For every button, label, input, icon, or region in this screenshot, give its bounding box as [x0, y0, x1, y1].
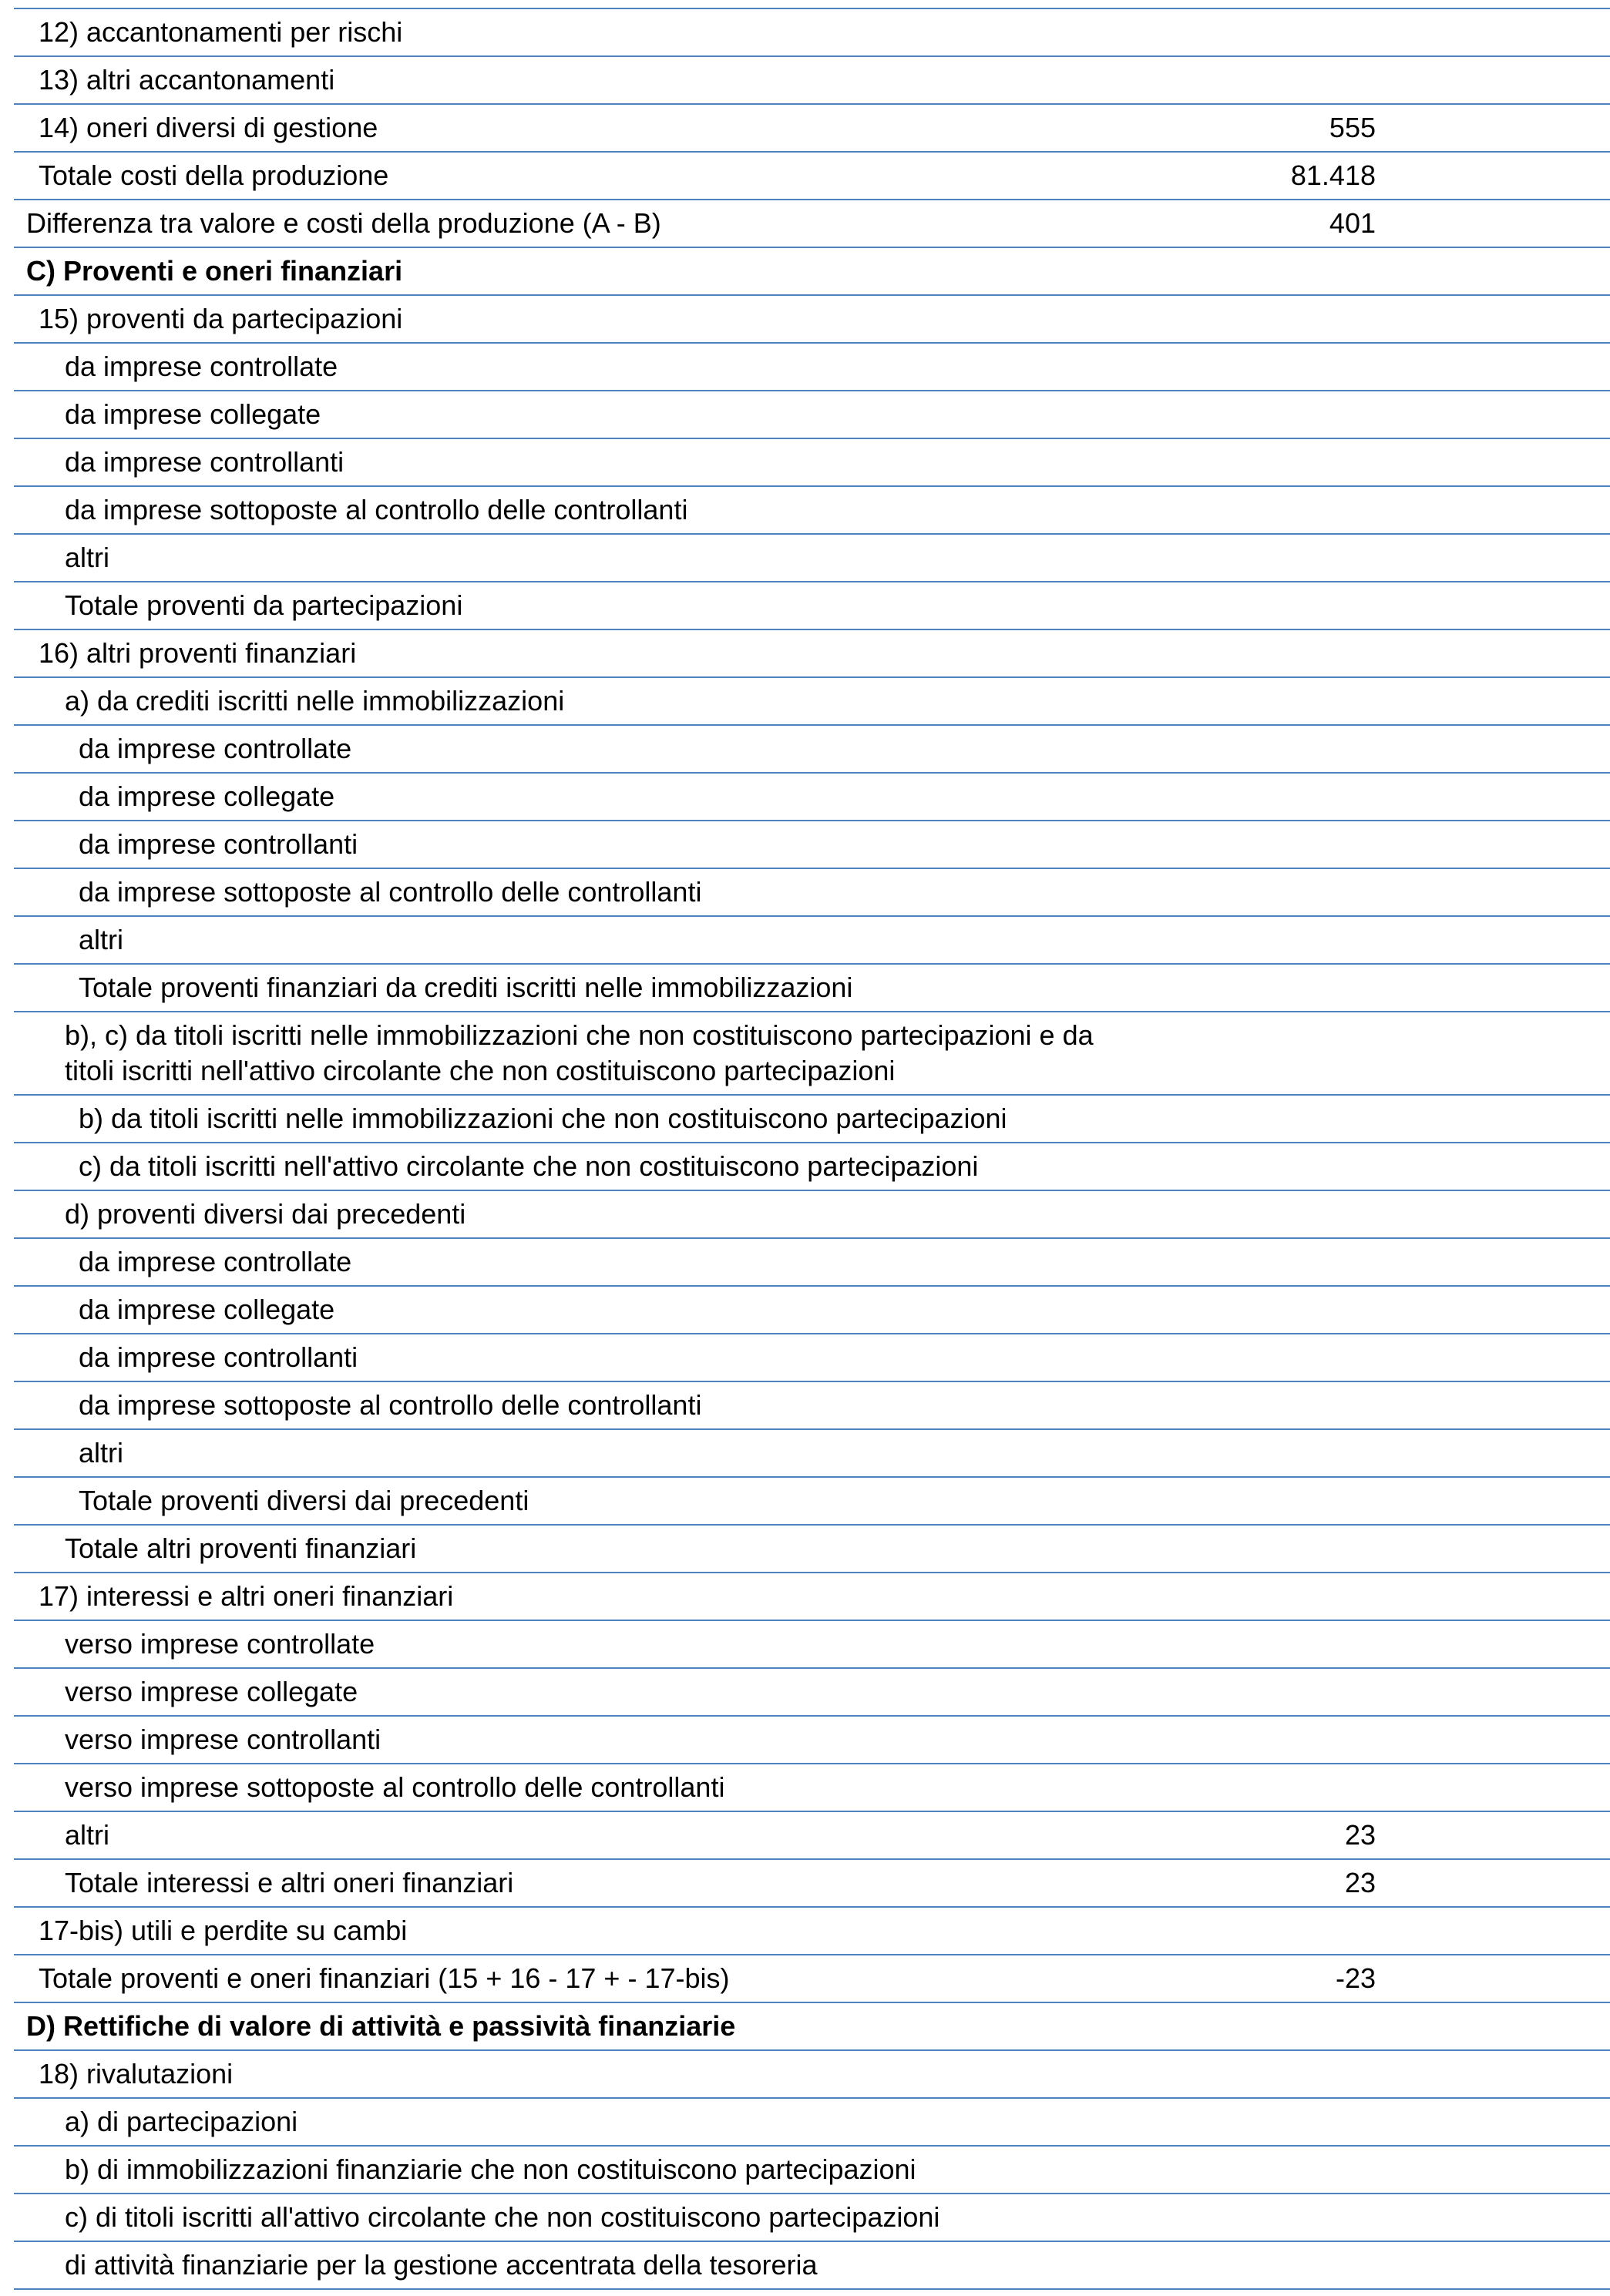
row-value: [1118, 725, 1376, 773]
row-label: b) da titoli iscritti nelle immobilizzazioni che non costituiscono partecipazioni: [14, 1095, 1118, 1143]
row-value: [1118, 247, 1376, 295]
row-spacer: [1376, 2241, 1610, 2289]
table-row: [14, 1095, 1610, 1143]
row-label: verso imprese controllate: [14, 1620, 1118, 1668]
row-value: [1118, 2194, 1376, 2241]
table-row: [14, 8, 1610, 56]
row-value: 23: [1118, 1811, 1376, 1859]
row-value: 81.418: [1118, 152, 1376, 200]
table-row: [14, 1286, 1610, 1334]
row-spacer: [1376, 2002, 1610, 2050]
row-spacer: [1376, 1477, 1610, 1525]
row-label: Differenza tra valore e costi della produzione (A - B): [14, 200, 1118, 247]
row-spacer: [1376, 2098, 1610, 2146]
table-row: [14, 964, 1610, 1012]
row-label: 17) interessi e altri oneri finanziari: [14, 1573, 1118, 1620]
table-row: [14, 821, 1610, 868]
row-value: [1118, 1525, 1376, 1573]
table-row: [14, 1764, 1610, 1811]
row-label: C) Proventi e oneri finanziari: [14, 247, 1118, 295]
row-value: [1118, 8, 1376, 56]
row-label: a) da crediti iscritti nelle immobilizzazioni: [14, 677, 1118, 725]
row-label: 18) rivalutazioni: [14, 2050, 1118, 2098]
row-spacer: [1376, 200, 1610, 247]
row-label: da imprese collegate: [14, 1286, 1118, 1334]
table-row: [14, 582, 1610, 629]
row-spacer: [1376, 1143, 1610, 1190]
row-value: [1118, 2241, 1376, 2289]
table-row: [14, 1716, 1610, 1764]
table-row: [14, 1907, 1610, 1955]
row-label: b), c) da titoli iscritti nelle immobilizzazioni che non costituiscono partecipazioni e da titoli iscritti nell'attivo circolante che non costituiscono partecipazioni: [14, 1012, 1118, 1095]
row-spacer: [1376, 1620, 1610, 1668]
row-spacer: [1376, 2050, 1610, 2098]
table-row: [14, 629, 1610, 677]
table-row: [14, 1668, 1610, 1716]
table-row: [14, 343, 1610, 391]
row-value: [1118, 677, 1376, 725]
row-value: [1118, 1620, 1376, 1668]
row-spacer: [1376, 1095, 1610, 1143]
row-value: [1118, 1716, 1376, 1764]
row-value: [1118, 486, 1376, 534]
row-label: Totale proventi finanziari da crediti iscritti nelle immobilizzazioni: [14, 964, 1118, 1012]
row-label: a) di partecipazioni: [14, 2098, 1118, 2146]
row-label: altri: [14, 1811, 1118, 1859]
table-row: [14, 1525, 1610, 1573]
table-row: [14, 1190, 1610, 1238]
table-row: [14, 295, 1610, 343]
row-label: 14) oneri diversi di gestione: [14, 104, 1118, 152]
row-value: [1118, 2002, 1376, 2050]
table-row: [14, 2098, 1610, 2146]
row-value: -23: [1118, 1955, 1376, 2002]
table-row: [14, 1477, 1610, 1525]
table-row: [14, 916, 1610, 964]
table-row: [14, 1620, 1610, 1668]
row-spacer: [1376, 1668, 1610, 1716]
row-label: c) di titoli iscritti all'attivo circolante che non costituiscono partecipazioni: [14, 2194, 1118, 2241]
row-label: da imprese controllate: [14, 725, 1118, 773]
table-row: [14, 247, 1610, 295]
row-value: [1118, 2050, 1376, 2098]
row-label: Totale proventi da partecipazioni: [14, 582, 1118, 629]
row-label: verso imprese sottoposte al controllo delle controllanti: [14, 1764, 1118, 1811]
row-spacer: [1376, 1716, 1610, 1764]
table-row: [14, 534, 1610, 582]
row-label: altri: [14, 916, 1118, 964]
row-value: [1118, 964, 1376, 1012]
row-spacer: [1376, 1525, 1610, 1573]
row-value: [1118, 2098, 1376, 2146]
row-spacer: [1376, 1334, 1610, 1381]
table-row: [14, 1955, 1610, 2002]
row-value: [1118, 1907, 1376, 1955]
row-label: da imprese controllate: [14, 1238, 1118, 1286]
row-label: d) proventi diversi dai precedenti: [14, 1190, 1118, 1238]
row-label: da imprese collegate: [14, 773, 1118, 821]
row-label: verso imprese collegate: [14, 1668, 1118, 1716]
row-label: D) Rettifiche di valore di attività e passività finanziarie: [14, 2002, 1118, 2050]
row-value: [1118, 1095, 1376, 1143]
row-spacer: [1376, 295, 1610, 343]
table-row: [14, 1429, 1610, 1477]
row-value: [1118, 534, 1376, 582]
row-value: [1118, 1143, 1376, 1190]
income-statement-body: [14, 8, 1610, 2289]
table-row: [14, 677, 1610, 725]
table-row: [14, 2194, 1610, 2241]
row-label: Totale proventi e oneri finanziari (15 + 16 - 17 + - 17-bis): [14, 1955, 1118, 2002]
row-label: b) di immobilizzazioni finanziarie che non costituiscono partecipazioni: [14, 2146, 1118, 2194]
row-label: da imprese controllanti: [14, 821, 1118, 868]
row-label: 13) altri accantonamenti: [14, 56, 1118, 104]
row-label: da imprese collegate: [14, 391, 1118, 438]
row-value: [1118, 343, 1376, 391]
row-label: Totale costi della produzione: [14, 152, 1118, 200]
row-value: [1118, 1668, 1376, 1716]
table-row: [14, 2241, 1610, 2289]
row-label: da imprese controllanti: [14, 1334, 1118, 1381]
row-value: [1118, 773, 1376, 821]
row-spacer: [1376, 1381, 1610, 1429]
row-label: da imprese controllate: [14, 343, 1118, 391]
row-value: [1118, 391, 1376, 438]
table-row: [14, 1334, 1610, 1381]
table-row: [14, 1573, 1610, 1620]
row-spacer: [1376, 56, 1610, 104]
row-value: [1118, 1238, 1376, 1286]
row-spacer: [1376, 629, 1610, 677]
row-spacer: [1376, 1907, 1610, 1955]
row-value: [1118, 1334, 1376, 1381]
row-spacer: [1376, 2146, 1610, 2194]
table-row: [14, 2002, 1610, 2050]
row-spacer: [1376, 534, 1610, 582]
row-spacer: [1376, 868, 1610, 916]
row-spacer: [1376, 773, 1610, 821]
row-spacer: [1376, 1859, 1610, 1907]
row-value: [1118, 1477, 1376, 1525]
row-value: [1118, 1764, 1376, 1811]
row-spacer: [1376, 1573, 1610, 1620]
table-row: [14, 486, 1610, 534]
row-label: altri: [14, 534, 1118, 582]
row-value: [1118, 295, 1376, 343]
row-value: 23: [1118, 1859, 1376, 1907]
row-label: da imprese sottoposte al controllo delle controllanti: [14, 1381, 1118, 1429]
row-value: [1118, 821, 1376, 868]
table-row: [14, 2146, 1610, 2194]
row-label: altri: [14, 1429, 1118, 1477]
row-value: [1118, 1429, 1376, 1477]
row-value: 555: [1118, 104, 1376, 152]
row-label: di attività finanziarie per la gestione accentrata della tesoreria: [14, 2241, 1118, 2289]
row-spacer: [1376, 677, 1610, 725]
table-row: [14, 200, 1610, 247]
row-spacer: [1376, 104, 1610, 152]
row-spacer: [1376, 343, 1610, 391]
row-value: [1118, 1573, 1376, 1620]
income-statement-table: [14, 8, 1610, 2290]
row-value: [1118, 1286, 1376, 1334]
table-row: [14, 152, 1610, 200]
row-spacer: [1376, 438, 1610, 486]
table-row: [14, 773, 1610, 821]
row-label: 12) accantonamenti per rischi: [14, 8, 1118, 56]
row-spacer: [1376, 1012, 1610, 1095]
row-value: [1118, 1381, 1376, 1429]
row-value: [1118, 582, 1376, 629]
row-spacer: [1376, 916, 1610, 964]
row-label: c) da titoli iscritti nell'attivo circolante che non costituiscono partecipazioni: [14, 1143, 1118, 1190]
table-row: [14, 438, 1610, 486]
row-value: [1118, 2146, 1376, 2194]
row-value: [1118, 1190, 1376, 1238]
row-spacer: [1376, 1955, 1610, 2002]
row-spacer: [1376, 1190, 1610, 1238]
row-label: Totale altri proventi finanziari: [14, 1525, 1118, 1573]
row-label: da imprese sottoposte al controllo delle controllanti: [14, 868, 1118, 916]
table-row: [14, 1859, 1610, 1907]
row-label: da imprese controllanti: [14, 438, 1118, 486]
row-spacer: [1376, 582, 1610, 629]
row-spacer: [1376, 152, 1610, 200]
row-spacer: [1376, 1764, 1610, 1811]
row-label: verso imprese controllanti: [14, 1716, 1118, 1764]
row-value: 401: [1118, 200, 1376, 247]
table-row: [14, 1012, 1610, 1095]
row-spacer: [1376, 8, 1610, 56]
row-spacer: [1376, 1238, 1610, 1286]
table-row: [14, 725, 1610, 773]
row-spacer: [1376, 821, 1610, 868]
table-row: [14, 1238, 1610, 1286]
row-value: [1118, 629, 1376, 677]
row-spacer: [1376, 2194, 1610, 2241]
row-value: [1118, 56, 1376, 104]
table-row: [14, 868, 1610, 916]
table-row: [14, 56, 1610, 104]
row-spacer: [1376, 1811, 1610, 1859]
row-value: [1118, 1012, 1376, 1095]
row-label: da imprese sottoposte al controllo delle controllanti: [14, 486, 1118, 534]
table-row: [14, 104, 1610, 152]
table-row: [14, 1381, 1610, 1429]
row-spacer: [1376, 1286, 1610, 1334]
row-spacer: [1376, 486, 1610, 534]
row-label: 16) altri proventi finanziari: [14, 629, 1118, 677]
row-label: Totale interessi e altri oneri finanziari: [14, 1859, 1118, 1907]
row-value: [1118, 438, 1376, 486]
row-spacer: [1376, 1429, 1610, 1477]
row-spacer: [1376, 725, 1610, 773]
row-spacer: [1376, 964, 1610, 1012]
table-row: [14, 2050, 1610, 2098]
row-label: Totale proventi diversi dai precedenti: [14, 1477, 1118, 1525]
row-spacer: [1376, 391, 1610, 438]
table-row: [14, 1143, 1610, 1190]
row-value: [1118, 916, 1376, 964]
row-spacer: [1376, 247, 1610, 295]
table-row: [14, 1811, 1610, 1859]
row-label: 17-bis) utili e perdite su cambi: [14, 1907, 1118, 1955]
row-label: 15) proventi da partecipazioni: [14, 295, 1118, 343]
row-value: [1118, 868, 1376, 916]
table-row: [14, 391, 1610, 438]
